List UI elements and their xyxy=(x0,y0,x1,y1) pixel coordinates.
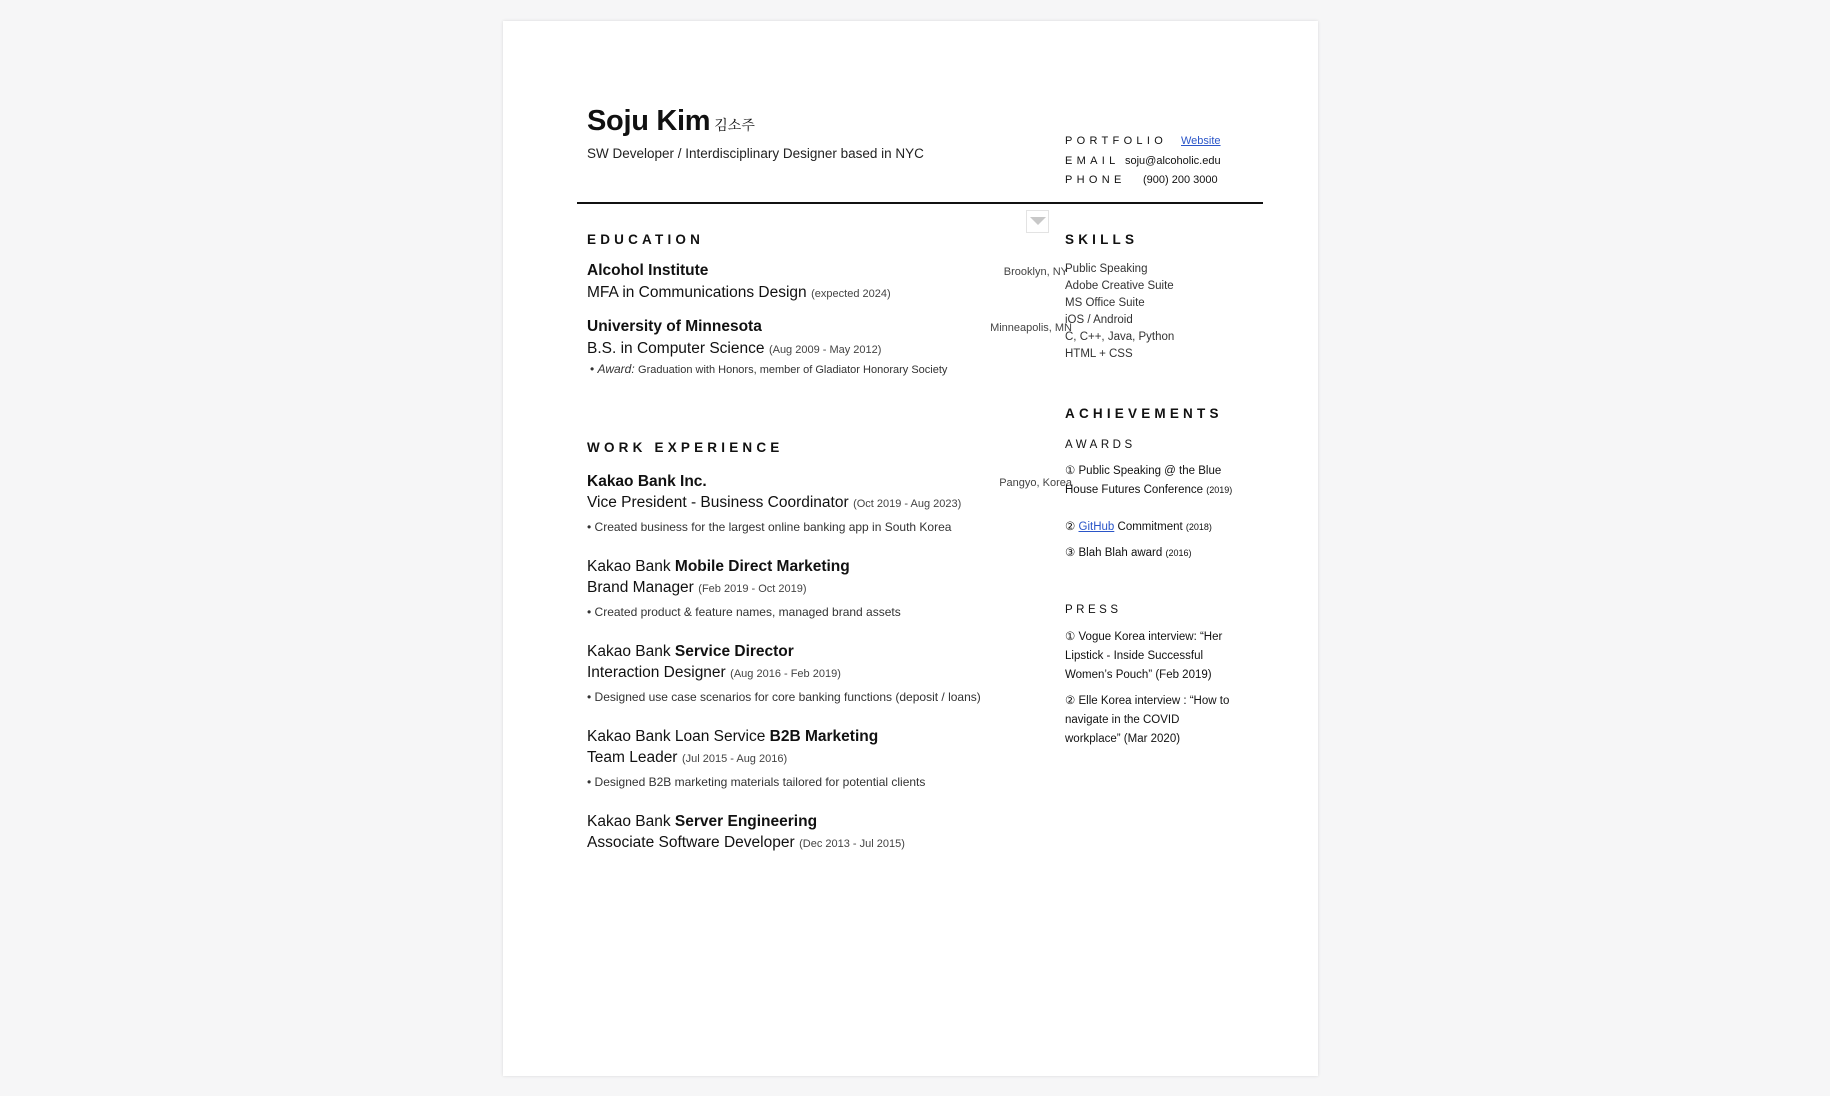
phone-label: PHONE xyxy=(1065,174,1126,186)
job-role-row xyxy=(587,494,961,512)
press-label: PRESS xyxy=(1065,604,1122,616)
tagline: SW Developer / Interdisciplinary Designer based in NYC xyxy=(587,146,924,161)
education-school: University of Minnesota xyxy=(587,318,762,335)
job-org-prefix: Kakao Bank xyxy=(587,813,675,830)
job-org xyxy=(587,728,878,746)
header-divider xyxy=(577,202,1263,204)
education-award: • Award: Graduation with Honors, member of Gladiator Honorary Society xyxy=(590,362,948,376)
education-degree-row xyxy=(587,340,881,358)
job-org xyxy=(587,813,817,831)
award-item xyxy=(1065,462,1235,500)
job-role: Interaction Designer xyxy=(587,664,726,681)
award-text: Graduation with Honors, member of Gladiator Honorary Society xyxy=(638,364,948,376)
job-bullet-text: Designed B2B marketing materials tailored for potential clients xyxy=(594,775,926,789)
skills-title: SKILLS xyxy=(1065,232,1139,247)
education-dates: (expected 2024) xyxy=(811,288,891,300)
job-role-row xyxy=(587,749,787,767)
education-title: EDUCATION xyxy=(587,232,705,247)
education-degree: B.S. in Computer Science xyxy=(587,340,765,357)
job-dates: (Oct 2019 - Aug 2023) xyxy=(853,498,962,510)
skill-item: HTML + CSS xyxy=(1065,348,1133,360)
skill-item: Adobe Creative Suite xyxy=(1065,280,1174,292)
job-org: Kakao Bank Inc. xyxy=(587,473,707,490)
skill-item: Public Speaking xyxy=(1065,263,1148,275)
press-item xyxy=(1065,692,1235,749)
skill-item: C, C++, Java, Python xyxy=(1065,331,1175,343)
job-bullet-text: Created product & feature names, managed brand assets xyxy=(594,605,901,619)
job-org-name: B2B Marketing xyxy=(769,728,879,745)
press-text: Vogue Korea interview: “Her Lipstick - Inside Successful Women’s Pouch” (Feb 2019) xyxy=(1065,631,1223,681)
email-value: soju@alcoholic.edu xyxy=(1125,155,1221,167)
job-org-name: Service Director xyxy=(674,643,794,660)
job-org xyxy=(587,558,850,576)
job-bullet-text: Designed use case scenarios for core banking functions (deposit / loans) xyxy=(594,690,981,704)
job-org-name: Server Engineering xyxy=(674,813,818,830)
work-experience-title: WORK EXPERIENCE xyxy=(587,440,784,455)
job-role: Team Leader xyxy=(587,749,678,766)
education-dates: (Aug 2009 - May 2012) xyxy=(768,344,882,356)
job-role-row xyxy=(587,579,807,597)
portfolio-link[interactable]: Website xyxy=(1181,135,1221,147)
portfolio-label: PORTFOLIO xyxy=(1065,135,1168,147)
awards-label: AWARDS xyxy=(1065,439,1136,451)
job-dates: (Jul 2015 - Aug 2016) xyxy=(681,753,788,765)
award-year: (2016) xyxy=(1165,548,1192,558)
job-role: Vice President - Business Coordinator xyxy=(587,494,849,511)
skill-item: MS Office Suite xyxy=(1065,297,1145,309)
education-location: Minneapolis, MN xyxy=(990,322,1072,334)
award-text: Public Speaking @ the Blue House Futures Conference xyxy=(1065,465,1222,496)
job-dates: (Feb 2019 - Oct 2019) xyxy=(698,583,807,595)
job-org-prefix: Kakao Bank xyxy=(587,558,675,575)
education-location: Brooklyn, NY xyxy=(1003,266,1068,278)
job-org xyxy=(587,643,794,661)
press-marker: ② xyxy=(1065,695,1076,707)
award-text: Blah Blah award xyxy=(1078,547,1163,559)
job-bullet: • Designed B2B marketing materials tailored for potential clients xyxy=(587,775,926,789)
job-role-row xyxy=(587,664,841,682)
job-dates: (Dec 2013 - Jul 2015) xyxy=(799,838,905,850)
job-bullet: • Designed use case scenarios for core banking functions (deposit / loans) xyxy=(587,690,981,704)
award-marker: ① xyxy=(1065,465,1076,477)
job-bullet: • Created business for the largest online banking app in South Korea xyxy=(587,520,952,534)
skill-item: iOS / Android xyxy=(1065,314,1133,326)
award-item xyxy=(1065,544,1235,563)
name-korean: 김소주 xyxy=(714,117,755,133)
award-year: (2019) xyxy=(1206,485,1233,495)
education-school: Alcohol Institute xyxy=(587,262,709,279)
email-label: EMAIL xyxy=(1065,155,1120,167)
job-location: Pangyo, Korea xyxy=(999,477,1072,489)
job-role: Brand Manager xyxy=(587,579,694,596)
education-degree-row xyxy=(587,284,891,302)
achievements-title: ACHIEVEMENTS xyxy=(1065,406,1223,421)
dropdown-toggle-button[interactable] xyxy=(1026,210,1049,233)
resume-name xyxy=(587,105,755,138)
phone-value: (900) 200 3000 xyxy=(1143,174,1218,186)
award-label: Award: xyxy=(597,362,635,376)
job-dates: (Aug 2016 - Feb 2019) xyxy=(730,668,841,680)
job-org-prefix: Kakao Bank xyxy=(587,643,675,660)
job-role-row xyxy=(587,834,905,852)
award-item xyxy=(1065,518,1235,537)
press-marker: ① xyxy=(1065,631,1076,643)
job-bullet: • Created product & feature names, managed brand assets xyxy=(587,605,901,619)
award-marker: ② xyxy=(1065,521,1076,533)
award-marker: ③ xyxy=(1065,547,1076,559)
education-degree: MFA in Communications Design xyxy=(587,284,807,301)
job-org-name: Mobile Direct Marketing xyxy=(674,558,850,575)
job-bullet-text: Created business for the largest online banking app in South Korea xyxy=(594,520,952,534)
chevron-down-icon xyxy=(1030,217,1046,226)
resume-page xyxy=(503,21,1318,1076)
job-role: Associate Software Developer xyxy=(587,834,795,851)
github-link[interactable]: GitHub xyxy=(1078,521,1115,533)
job-org-prefix: Kakao Bank Loan Service xyxy=(587,728,770,745)
name-text: Soju Kim xyxy=(587,105,711,137)
award-year: (2018) xyxy=(1185,522,1212,532)
press-item xyxy=(1065,628,1235,685)
award-text: Commitment xyxy=(1117,521,1183,533)
press-text: Elle Korea interview : “How to navigate in the COVID workplace” (Mar 2020) xyxy=(1065,695,1230,745)
